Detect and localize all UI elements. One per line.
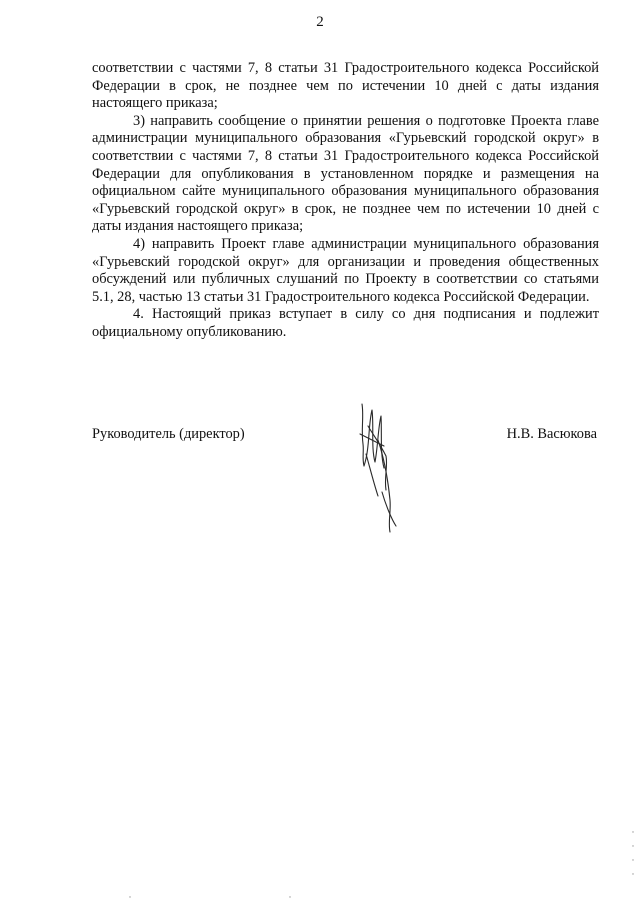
handwritten-signature bbox=[348, 396, 408, 536]
paragraph-item-3: 3) направить сообщение о принятии решения о подготовке Проекта главе администрации муниципального образования «Гурьевский городской округ» в соответствии с частями 7, 8 статьи 31 Градостроительного кодекса Российской Федерации для опубликования в установленном порядке и размещения на официальном сайте муниципального образования муниципального образования «Гурьевский городской округ» в срок, не позднее чем по истечении 10 дней с даты издания настоящего приказа; bbox=[92, 112, 599, 235]
signatory-name: Н.В. Васюкова bbox=[506, 426, 597, 442]
paragraph-item-final: 4. Настоящий приказ вступает в силу со дня подписания и подлежит официальному опубликованию. bbox=[92, 306, 599, 340]
position-title: Руководитель (директор) bbox=[92, 426, 245, 442]
document-body bbox=[92, 60, 599, 342]
paragraph-continuation: соответствии с частями 7, 8 статьи 31 Градостроительного кодекса Российской Федерации в срок, не позднее чем по истечении 10 дней с даты издания настоящего приказа; bbox=[92, 60, 599, 112]
page-number: 2 bbox=[316, 14, 324, 30]
signature-block bbox=[92, 426, 599, 446]
paragraph-item-4: 4) направить Проект главе администрации муниципального образования «Гурьевский городской округ» для организации и проведения общественных обсуждений или публичных слушаний по Проекту в соответствии со статьями 5.1, 28, частью 13 статьи 31 Градостроительного кодекса Российской Федерации. bbox=[92, 235, 599, 305]
